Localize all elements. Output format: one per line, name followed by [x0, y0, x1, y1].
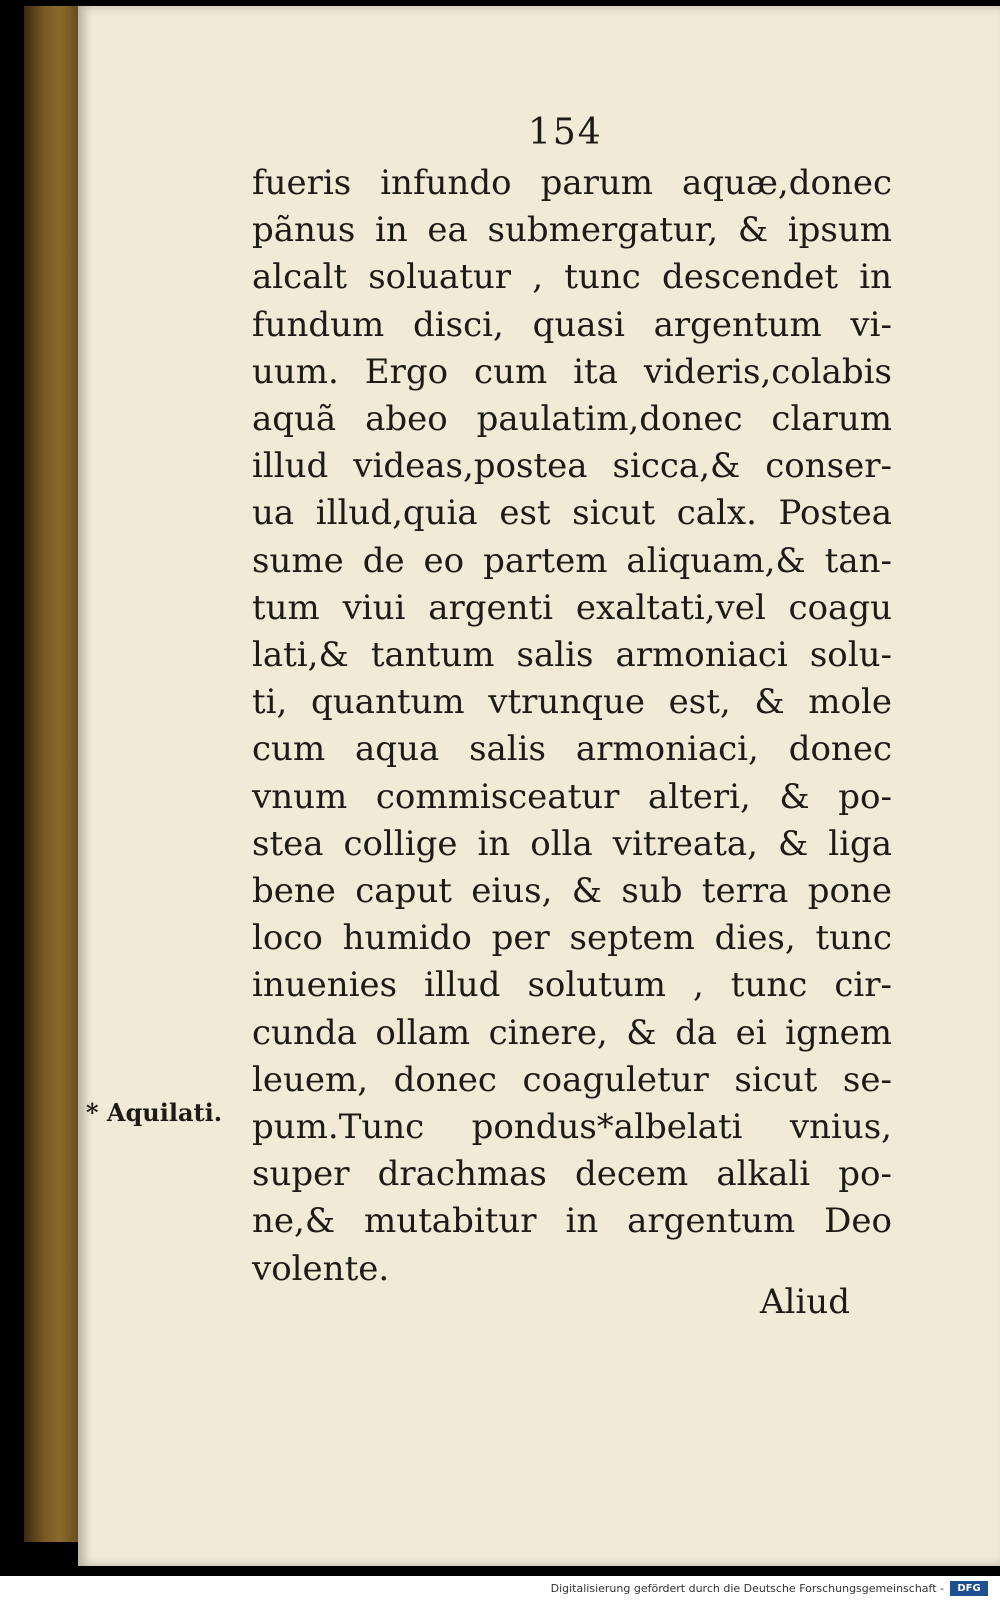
text-line: cum aqua salis armoniaci, donec: [252, 729, 892, 770]
text-line: lati,& tantum salis armoniaci solu-: [252, 635, 892, 676]
text-line: tum viui argenti exaltati,vel coagu: [252, 587, 892, 628]
text-line: inuenies illud solutum , tunc cir-: [252, 965, 892, 1006]
text-line: ti, quantum vtrunque est, & mole: [252, 682, 892, 723]
text-line: cunda ollam cinere, & da ei ignem: [252, 1012, 892, 1053]
footer-credit-text: Digitalisierung gefördert durch die Deutsche Forschungsgemeinschaft -: [550, 1582, 944, 1595]
text-line: pum.Tunc pondus*albelati vnius,: [252, 1107, 892, 1148]
text-line: uum. Ergo cum ita videris,colabis: [252, 351, 892, 392]
text-line: volente.: [252, 1248, 390, 1289]
text-line: loco humido per septem dies, tunc: [252, 918, 892, 959]
text-line: stea collige in olla vitreata, & liga: [252, 823, 892, 864]
text-line: sume de eo partem aliquam,& tan-: [252, 540, 892, 581]
catchword: Aliud: [760, 1282, 850, 1322]
text-line: fundum disci, quasi argentum vi-: [252, 304, 892, 345]
page-number: 154: [528, 112, 603, 153]
text-line: ne,& mutabitur in argentum Deo: [252, 1201, 892, 1242]
marginal-note: * Aquilati.: [86, 1098, 223, 1127]
text-line: illud videas,postea sicca,& conser-: [252, 446, 892, 487]
text-line: super drachmas decem alkali po-: [252, 1154, 892, 1195]
text-line: aquã abeo paulatim,donec clarum: [252, 399, 892, 440]
text-line: vnum commisceatur alteri, & po-: [252, 776, 892, 817]
book-spine: [24, 6, 84, 1542]
text-line: fueris infundo parum aquæ,donec: [252, 163, 892, 203]
text-line: alcalt soluatur , tunc descendet in: [252, 257, 892, 298]
dfg-logo: DFG: [950, 1581, 988, 1596]
body-text: [252, 160, 892, 1293]
text-line: ua illud,quia est sicut calx. Postea: [252, 493, 892, 534]
text-line: bene caput eius, & sub terra pone: [252, 871, 892, 912]
footer-bar: [0, 1576, 1000, 1602]
text-line: leuem, donec coaguletur sicut se-: [252, 1059, 892, 1100]
text-line: pãnus in ea submergatur, & ipsum: [252, 210, 892, 251]
